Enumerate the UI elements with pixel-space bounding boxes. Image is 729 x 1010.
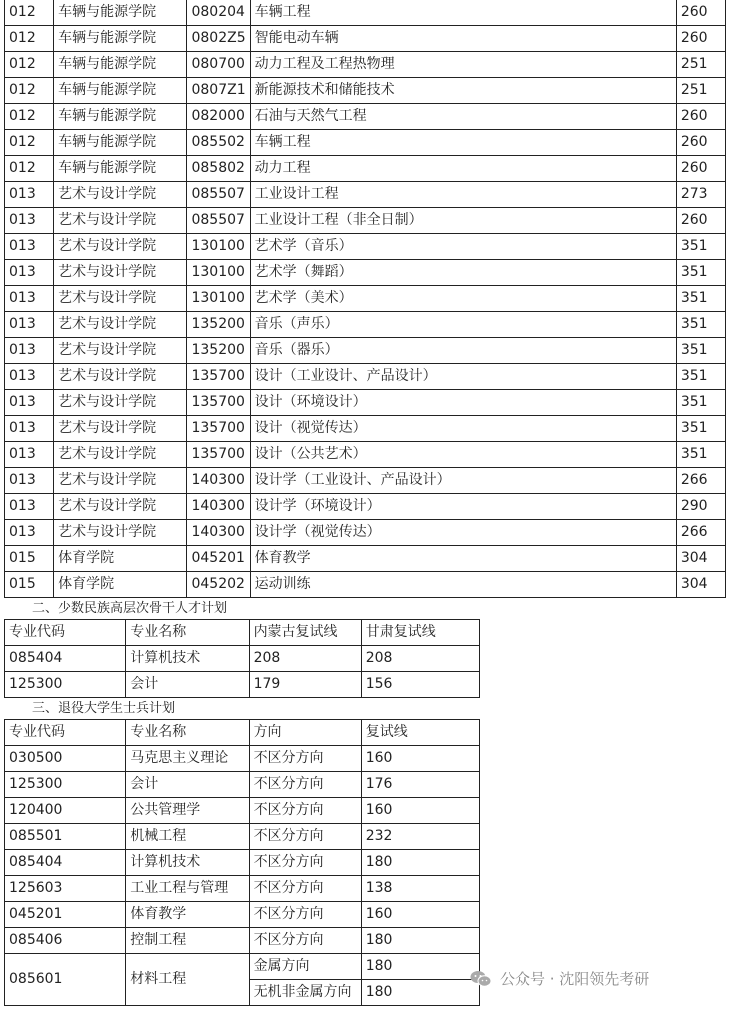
- table-row: [5, 0, 726, 26]
- score-cell: 180: [361, 954, 479, 980]
- table-row: [5, 902, 480, 928]
- major-code-cell: 135200: [187, 312, 250, 338]
- table-cell: 机械工程: [126, 824, 249, 850]
- score-cell: 251: [676, 52, 725, 78]
- table-cell: 不区分方向: [249, 928, 361, 954]
- table-cell: 180: [361, 928, 479, 954]
- major-code-cell: 135700: [187, 364, 250, 390]
- major-name-cell: 运动训练: [250, 572, 676, 598]
- watermark-text: 公众号 · 沈阳领先考研: [500, 970, 650, 988]
- direction-cell: 无机非金属方向: [249, 980, 361, 1006]
- college-name-cell: 车辆与能源学院: [54, 52, 187, 78]
- score-cell: 351: [676, 234, 725, 260]
- college-code-cell: 012: [5, 156, 54, 182]
- college-code-cell: 012: [5, 26, 54, 52]
- college-name-cell: 艺术与设计学院: [54, 260, 187, 286]
- table-row: [5, 798, 480, 824]
- major-name-cell: 艺术学（舞蹈）: [250, 260, 676, 286]
- major-name-cell: 车辆工程: [250, 0, 676, 26]
- college-code-cell: 012: [5, 52, 54, 78]
- table-cell: 180: [361, 850, 479, 876]
- score-cell: 304: [676, 546, 725, 572]
- college-name-cell: 体育学院: [54, 546, 187, 572]
- college-name-cell: 艺术与设计学院: [54, 416, 187, 442]
- college-code-cell: 013: [5, 260, 54, 286]
- table-cell: 会计: [126, 672, 249, 698]
- table-row: [5, 260, 726, 286]
- table-cell: 120400: [5, 798, 126, 824]
- major-name-cell: 音乐（声乐）: [250, 312, 676, 338]
- header-cell: 专业代码: [5, 620, 126, 646]
- college-name-cell: 艺术与设计学院: [54, 338, 187, 364]
- college-name-cell: 车辆与能源学院: [54, 78, 187, 104]
- college-name-cell: 车辆与能源学院: [54, 26, 187, 52]
- table-cell: 085406: [5, 928, 126, 954]
- direction-cell: 金属方向: [249, 954, 361, 980]
- college-name-cell: 艺术与设计学院: [54, 494, 187, 520]
- score-cell: 351: [676, 364, 725, 390]
- major-code-cell: 140300: [187, 468, 250, 494]
- score-cell: 260: [676, 208, 725, 234]
- table-cell: 体育教学: [126, 902, 249, 928]
- table-cell: 不区分方向: [249, 902, 361, 928]
- major-code-cell: 0807Z1: [187, 78, 250, 104]
- table-row: [5, 850, 480, 876]
- table-header-row: [5, 620, 480, 646]
- college-code-cell: 012: [5, 78, 54, 104]
- major-code-cell: 045201: [187, 546, 250, 572]
- college-code-cell: 013: [5, 520, 54, 546]
- table-cell: 不区分方向: [249, 746, 361, 772]
- college-code-cell: 013: [5, 286, 54, 312]
- header-cell: 复试线: [361, 720, 479, 746]
- college-name-cell: 艺术与设计学院: [54, 520, 187, 546]
- score-cell: 180: [361, 980, 479, 1006]
- major-name-cell: 新能源技术和储能技术: [250, 78, 676, 104]
- major-name-cell: 艺术学（音乐）: [250, 234, 676, 260]
- major-name-cell: 材料工程: [126, 954, 249, 1006]
- major-code-cell: 135200: [187, 338, 250, 364]
- table-row: [5, 52, 726, 78]
- table-cell: 045201: [5, 902, 126, 928]
- major-name-cell: 体育教学: [250, 546, 676, 572]
- table-row: [5, 824, 480, 850]
- header-cell: 内蒙古复试线: [249, 620, 361, 646]
- table-cell: 030500: [5, 746, 126, 772]
- table-row: [5, 26, 726, 52]
- major-name-cell: 车辆工程: [250, 130, 676, 156]
- college-name-cell: 艺术与设计学院: [54, 390, 187, 416]
- table-row: [5, 572, 726, 598]
- major-name-cell: 设计学（工业设计、产品设计）: [250, 468, 676, 494]
- major-code-cell: 135700: [187, 390, 250, 416]
- score-cell: 260: [676, 156, 725, 182]
- table-cell: 会计: [126, 772, 249, 798]
- table-row: [5, 286, 726, 312]
- major-name-cell: 音乐（器乐）: [250, 338, 676, 364]
- college-code-cell: 015: [5, 572, 54, 598]
- table-cell: 138: [361, 876, 479, 902]
- college-code-cell: 013: [5, 234, 54, 260]
- table-row: [5, 338, 726, 364]
- major-code-cell: 0802Z5: [187, 26, 250, 52]
- section-title-veteran: 三、退役大学生士兵计划: [32, 701, 176, 716]
- table-row: [5, 468, 726, 494]
- table-row: [5, 672, 480, 698]
- wechat-icon: [470, 970, 492, 988]
- table-row: [5, 208, 726, 234]
- major-name-cell: 艺术学（美术）: [250, 286, 676, 312]
- major-name-cell: 动力工程: [250, 156, 676, 182]
- major-name-cell: 设计学（环境设计）: [250, 494, 676, 520]
- college-name-cell: 车辆与能源学院: [54, 0, 187, 26]
- college-name-cell: 车辆与能源学院: [54, 130, 187, 156]
- table-row: [5, 390, 726, 416]
- score-cell: 260: [676, 130, 725, 156]
- score-cell: 266: [676, 468, 725, 494]
- table-row: [5, 312, 726, 338]
- table-cell: 马克思主义理论: [126, 746, 249, 772]
- college-name-cell: 体育学院: [54, 572, 187, 598]
- header-cell: 甘肃复试线: [361, 620, 479, 646]
- major-code-cell: 085507: [187, 182, 250, 208]
- watermark: [470, 967, 649, 991]
- college-code-cell: 013: [5, 364, 54, 390]
- major-name-cell: 设计学（视觉传达）: [250, 520, 676, 546]
- college-name-cell: 艺术与设计学院: [54, 234, 187, 260]
- table-row: [5, 104, 726, 130]
- header-cell: 方向: [249, 720, 361, 746]
- table-cell: 不区分方向: [249, 798, 361, 824]
- major-name-cell: 石油与天然气工程: [250, 104, 676, 130]
- college-code-cell: 013: [5, 416, 54, 442]
- major-code-cell: 085507: [187, 208, 250, 234]
- college-code-cell: 012: [5, 104, 54, 130]
- major-code-cell: 085802: [187, 156, 250, 182]
- college-code-cell: 013: [5, 442, 54, 468]
- major-name-cell: 工业设计工程（非全日制）: [250, 208, 676, 234]
- score-cell: 304: [676, 572, 725, 598]
- table-cell: 公共管理学: [126, 798, 249, 824]
- table-cell: 179: [249, 672, 361, 698]
- table-cell: 160: [361, 902, 479, 928]
- score-table-veteran: [4, 719, 480, 1006]
- college-code-cell: 013: [5, 182, 54, 208]
- table-cell: 计算机技术: [126, 850, 249, 876]
- college-code-cell: 015: [5, 546, 54, 572]
- college-code-cell: 013: [5, 338, 54, 364]
- table-cell: 125603: [5, 876, 126, 902]
- major-name-cell: 设计（工业设计、产品设计）: [250, 364, 676, 390]
- score-cell: 351: [676, 286, 725, 312]
- major-code-cell: 045202: [187, 572, 250, 598]
- table-row: [5, 494, 726, 520]
- table-cell: 计算机技术: [126, 646, 249, 672]
- table-row: [5, 364, 726, 390]
- table-cell: 工业工程与管理: [126, 876, 249, 902]
- table-row: [5, 928, 480, 954]
- major-code-cell: 080700: [187, 52, 250, 78]
- table-row: [5, 954, 480, 980]
- score-cell: 351: [676, 442, 725, 468]
- table-row: [5, 78, 726, 104]
- score-cell: 260: [676, 0, 725, 26]
- major-code-cell: 135700: [187, 442, 250, 468]
- table-row: [5, 182, 726, 208]
- table-cell: 不区分方向: [249, 850, 361, 876]
- major-name-cell: 设计（公共艺术）: [250, 442, 676, 468]
- score-table-minority: [4, 619, 480, 698]
- college-name-cell: 艺术与设计学院: [54, 312, 187, 338]
- table-row: [5, 130, 726, 156]
- major-name-cell: 设计（视觉传达）: [250, 416, 676, 442]
- table-cell: 176: [361, 772, 479, 798]
- table-cell: 125300: [5, 772, 126, 798]
- table-cell: 160: [361, 746, 479, 772]
- header-cell: 专业名称: [126, 620, 249, 646]
- major-code-cell: 130100: [187, 260, 250, 286]
- score-cell: 351: [676, 260, 725, 286]
- major-code-cell: 082000: [187, 104, 250, 130]
- major-code-cell: 135700: [187, 416, 250, 442]
- major-name-cell: 设计（环境设计）: [250, 390, 676, 416]
- table-cell: 156: [361, 672, 479, 698]
- score-cell: 251: [676, 78, 725, 104]
- table-row: [5, 416, 726, 442]
- table-row: [5, 646, 480, 672]
- table-cell: 232: [361, 824, 479, 850]
- table-cell: 160: [361, 798, 479, 824]
- college-code-cell: 013: [5, 494, 54, 520]
- college-code-cell: 013: [5, 468, 54, 494]
- score-cell: 290: [676, 494, 725, 520]
- college-code-cell: 012: [5, 130, 54, 156]
- table-cell: 085404: [5, 646, 126, 672]
- major-code-cell: 080204: [187, 0, 250, 26]
- table-row: [5, 234, 726, 260]
- table-row: [5, 746, 480, 772]
- table-cell: 不区分方向: [249, 824, 361, 850]
- college-name-cell: 车辆与能源学院: [54, 104, 187, 130]
- table-cell: 不区分方向: [249, 772, 361, 798]
- major-name-cell: 工业设计工程: [250, 182, 676, 208]
- score-cell: 260: [676, 104, 725, 130]
- score-cell: 351: [676, 338, 725, 364]
- table-cell: 125300: [5, 672, 126, 698]
- table-cell: 085501: [5, 824, 126, 850]
- score-table-main: [4, 0, 726, 598]
- college-code-cell: 013: [5, 208, 54, 234]
- score-cell: 351: [676, 416, 725, 442]
- major-code-cell: 085601: [5, 954, 126, 1006]
- college-code-cell: 013: [5, 312, 54, 338]
- major-code-cell: 085502: [187, 130, 250, 156]
- score-cell: 260: [676, 26, 725, 52]
- table-cell: 208: [361, 646, 479, 672]
- score-cell: 273: [676, 182, 725, 208]
- table-row: [5, 546, 726, 572]
- major-code-cell: 130100: [187, 286, 250, 312]
- college-name-cell: 艺术与设计学院: [54, 286, 187, 312]
- table-header-row: [5, 720, 480, 746]
- major-name-cell: 智能电动车辆: [250, 26, 676, 52]
- college-code-cell: 012: [5, 0, 54, 26]
- major-code-cell: 140300: [187, 494, 250, 520]
- score-cell: 351: [676, 312, 725, 338]
- score-cell: 351: [676, 390, 725, 416]
- header-cell: 专业名称: [126, 720, 249, 746]
- section-title-minority: 二、少数民族高层次骨干人才计划: [32, 601, 228, 616]
- table-cell: 控制工程: [126, 928, 249, 954]
- college-name-cell: 艺术与设计学院: [54, 364, 187, 390]
- college-code-cell: 013: [5, 390, 54, 416]
- table-cell: 不区分方向: [249, 876, 361, 902]
- table-cell: 085404: [5, 850, 126, 876]
- college-name-cell: 艺术与设计学院: [54, 182, 187, 208]
- college-name-cell: 艺术与设计学院: [54, 442, 187, 468]
- table-row: [5, 442, 726, 468]
- major-code-cell: 130100: [187, 234, 250, 260]
- table-row: [5, 156, 726, 182]
- header-cell: 专业代码: [5, 720, 126, 746]
- table-row: [5, 520, 726, 546]
- college-name-cell: 艺术与设计学院: [54, 468, 187, 494]
- major-name-cell: 动力工程及工程热物理: [250, 52, 676, 78]
- table-row: [5, 772, 480, 798]
- table-row: [5, 876, 480, 902]
- college-name-cell: 车辆与能源学院: [54, 156, 187, 182]
- college-name-cell: 艺术与设计学院: [54, 208, 187, 234]
- score-cell: 266: [676, 520, 725, 546]
- major-code-cell: 140300: [187, 520, 250, 546]
- table-cell: 208: [249, 646, 361, 672]
